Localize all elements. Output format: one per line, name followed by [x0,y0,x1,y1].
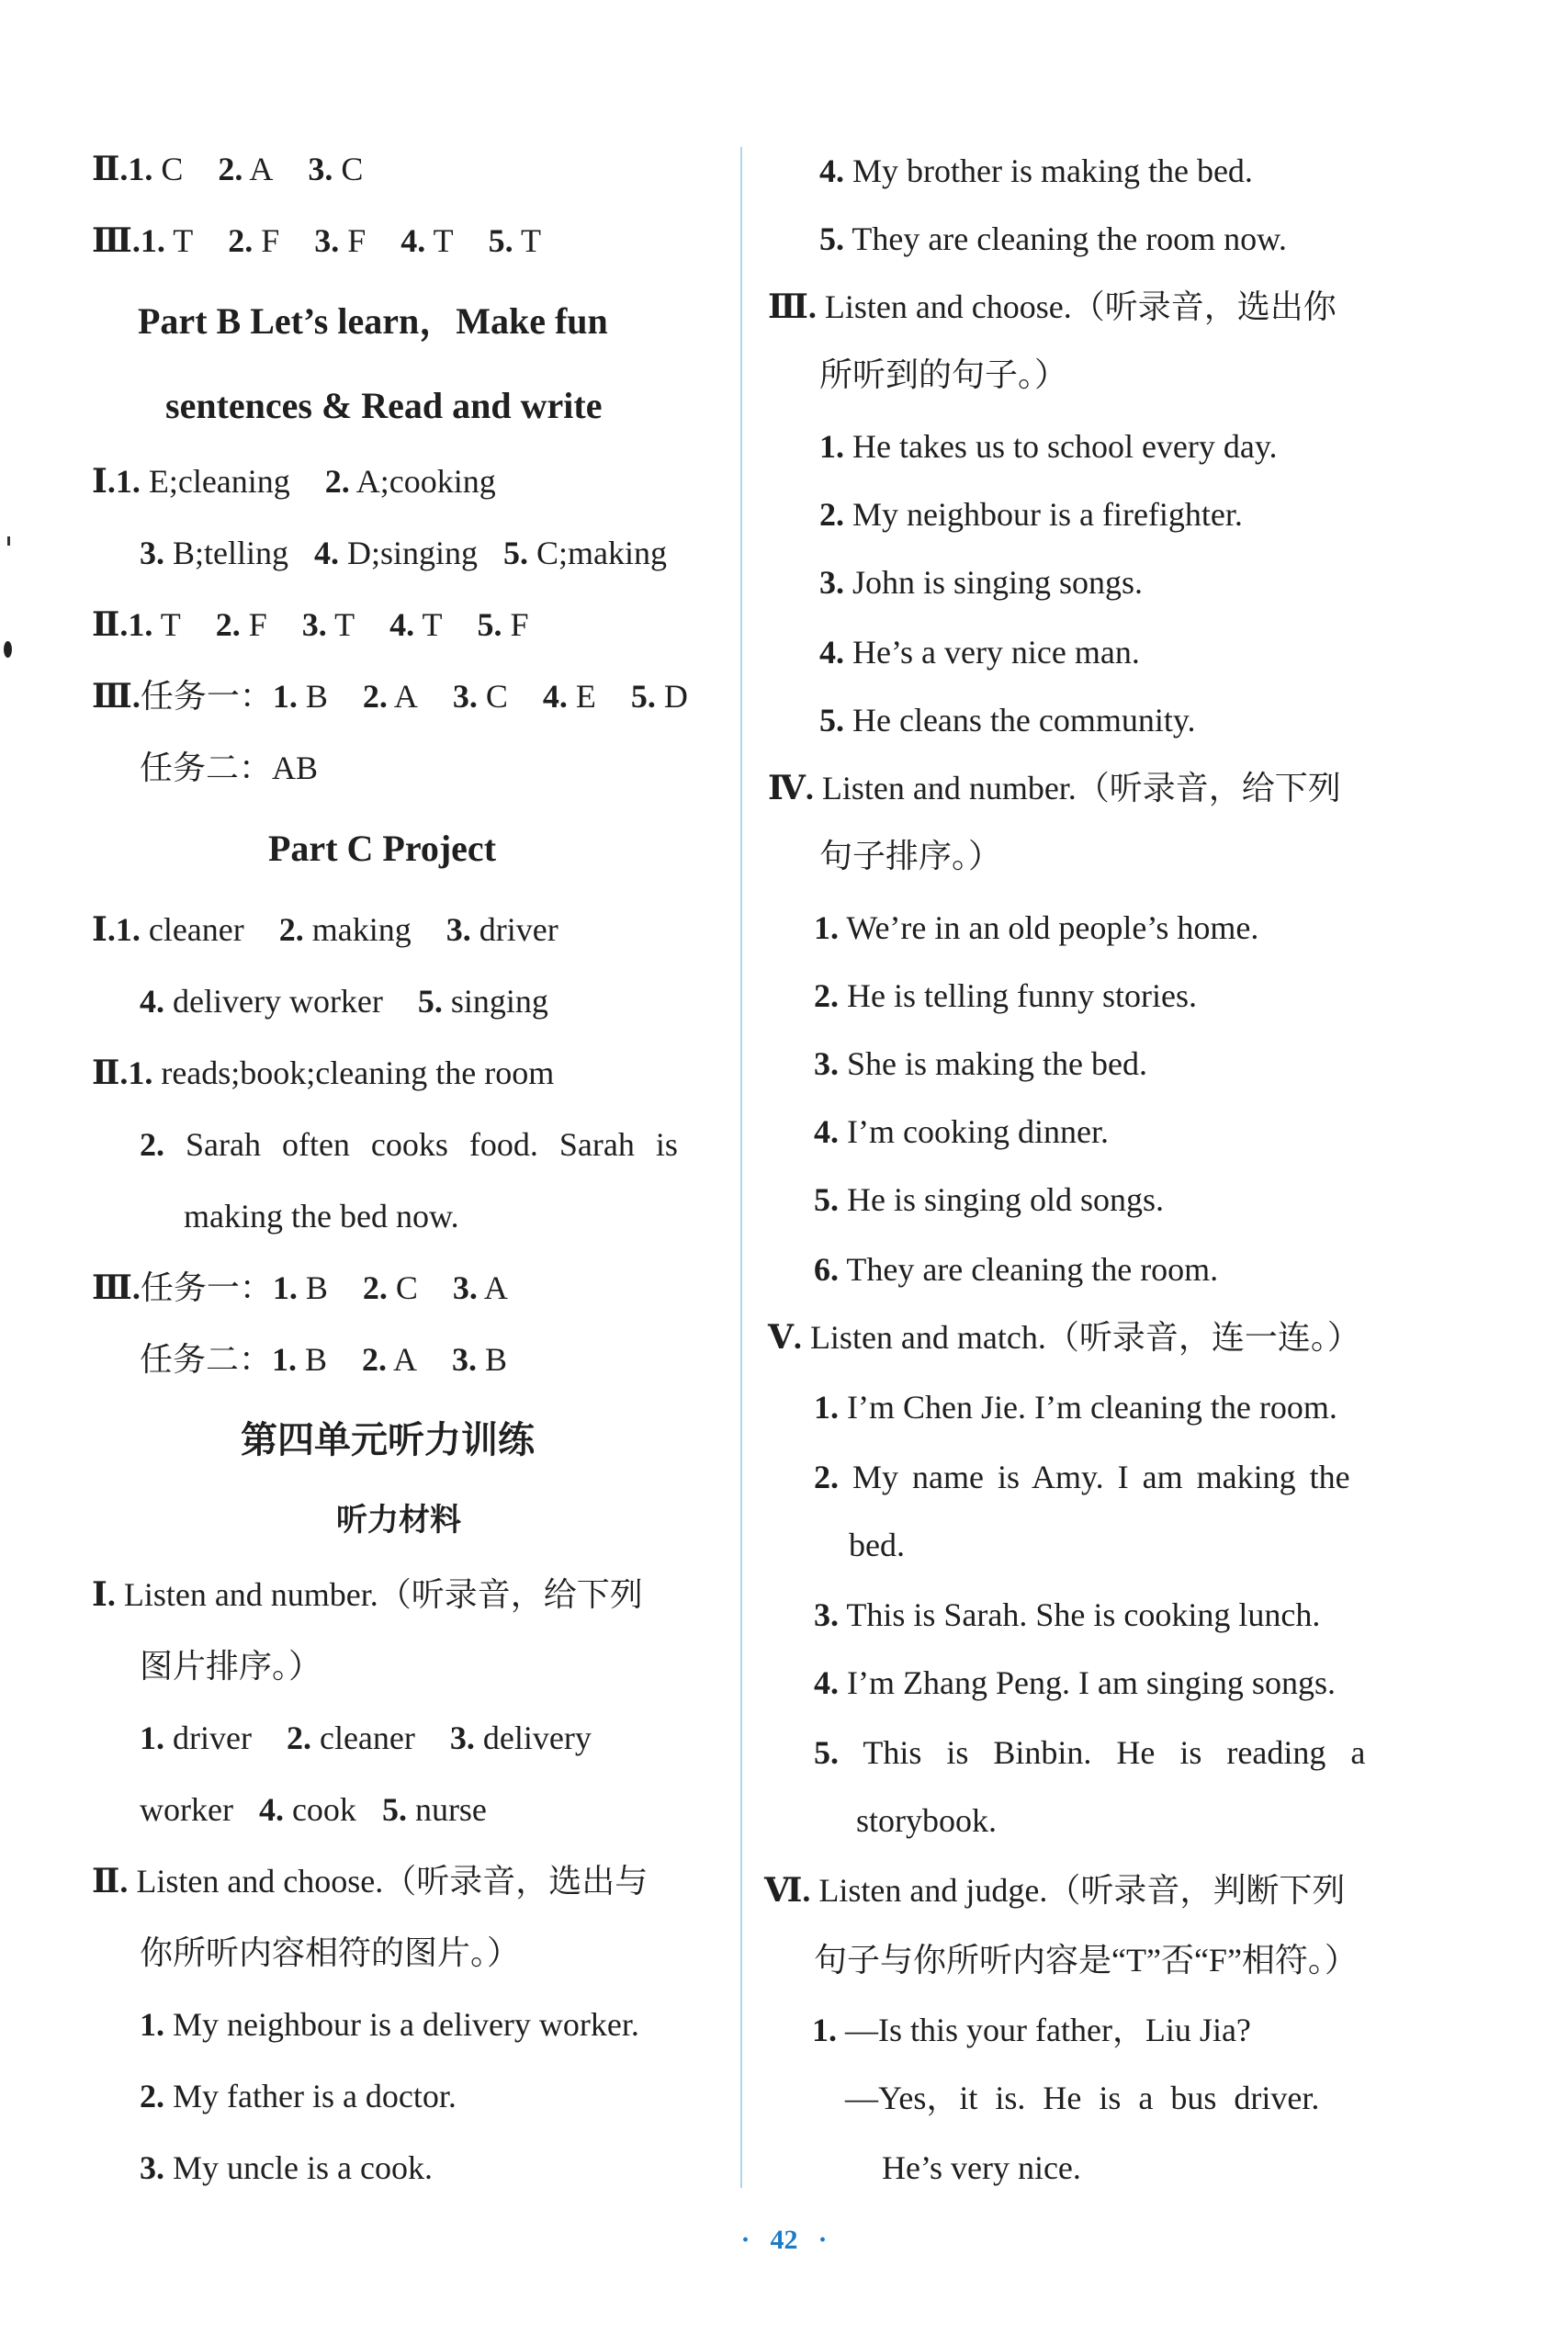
question-line: 4. He’s a very nice man. [819,634,1140,671]
left-column [0,0,740,2204]
page-number: 42 [770,2225,798,2255]
question-line: 1. I’m Chen Jie. I’m cleaning the room. [814,1389,1337,1426]
margin-mark [7,536,10,546]
question-line: 句子与你所听内容是“T”否“F”相符。） [814,1942,1358,1979]
question-line: storybook. [856,1802,997,1839]
answer-line: 任务二：1. B 2. A 3. B [140,1341,508,1378]
question-line: 5. They are cleaning the room now. [819,220,1287,257]
question-line: 2. My name is Amy. I am making the [814,1459,1350,1495]
question-line: 你所听内容相符的图片。） [140,1934,521,1971]
question-line: Ⅲ. Listen and choose.（听录音，选出你 [768,288,1337,325]
answer-line: 4. delivery worker 5. singing [140,983,548,1020]
question-line: 1. We’re in an old people’s home. [814,909,1259,946]
answer-line: Ⅱ.1. C 2. A 3. C [92,151,364,187]
question-line: 4. I’m cooking dinner. [814,1113,1109,1150]
question-line: 6. They are cleaning the room. [814,1251,1219,1288]
question-line: 5. He is singing old songs. [814,1181,1165,1218]
question-line: 2. My father is a doctor. [140,2078,457,2114]
page-footer [0,2225,1568,2256]
section-heading: Part B Let’s learn，Make fun [138,300,608,342]
question-line: 句子排序。） [819,838,1002,874]
question-line: 3. My uncle is a cook. [140,2149,433,2186]
footer-dot: · [818,2225,828,2255]
question-line: 1. —Is this your father，Liu Jia? [812,2012,1251,2048]
question-line: 5. This is Binbin. He is reading a [814,1734,1366,1771]
question-line: 3. She is making the bed. [814,1045,1147,1082]
answer-line: 任务二：AB [140,750,319,786]
question-line: Ⅴ. Listen and match.（听录音，连一连。） [768,1319,1360,1356]
question-line: 3. John is singing songs. [819,564,1144,601]
margin-mark [4,641,12,658]
question-line: Ⅱ. Listen and choose.（听录音，选出与 [92,1863,649,1900]
answer-line: Ⅲ.1. T 2. F 3. F 4. T 5. T [92,222,541,259]
answer-line: Ⅰ.1. E;cleaning 2. A;cooking [92,463,496,500]
unit-title: 第四单元听力训练 [241,1419,535,1461]
question-line: He’s very nice. [882,2149,1081,2186]
section-heading: Part C Project [268,828,497,869]
answer-line: making the bed now. [184,1198,459,1235]
question-line: 2. My neighbour is a firefighter. [819,496,1243,533]
answer-line: 3. B;telling 4. D;singing 5. C;making [140,535,668,571]
answer-line: 2. Sarah often cooks food. Sarah is [140,1126,678,1163]
question-line: —Yes，it is. He is a bus driver. [845,2080,1320,2116]
question-line: 1. He takes us to school every day. [819,428,1278,465]
question-line: worker 4. cook 5. nurse [140,1791,487,1828]
question-line: 图片排序。） [140,1648,322,1685]
question-line: 3. This is Sarah. She is cooking lunch. [814,1596,1321,1633]
question-line: 2. He is telling funny stories. [814,977,1197,1014]
right-column [740,0,1568,2204]
section-heading: sentences & Read and write [165,385,603,426]
question-line: Ⅳ. Listen and number.（听录音，给下列 [768,770,1341,806]
question-line: 1. driver 2. cleaner 3. delivery [140,1719,592,1756]
answer-line: Ⅱ.1. T 2. F 3. T 4. T 5. F [92,606,529,643]
answer-line: Ⅱ.1. reads;book;cleaning the room [92,1054,555,1091]
answer-line: Ⅰ.1. cleaner 2. making 3. driver [92,911,558,948]
question-line: 5. He cleans the community. [819,702,1196,739]
question-line: Ⅵ. Listen and judge.（听录音，判断下列 [764,1872,1346,1909]
question-line: bed. [849,1527,905,1563]
question-line: 4. My brother is making the bed. [819,152,1253,189]
question-line: 4. I’m Zhang Peng. I am singing songs. [814,1664,1336,1701]
question-line: Ⅰ. Listen and number.（听录音，给下列 [92,1576,643,1613]
question-line: 所听到的句子。） [819,356,1068,393]
answer-line: Ⅲ.任务一：1. B 2. A 3. C 4. E 5. D [92,678,688,715]
material-title: 听力材料 [336,1502,461,1539]
answer-line: Ⅲ.任务一：1. B 2. C 3. A [92,1269,508,1306]
footer-dot: · [740,2225,750,2255]
question-line: 1. My neighbour is a delivery worker. [140,2006,639,2043]
